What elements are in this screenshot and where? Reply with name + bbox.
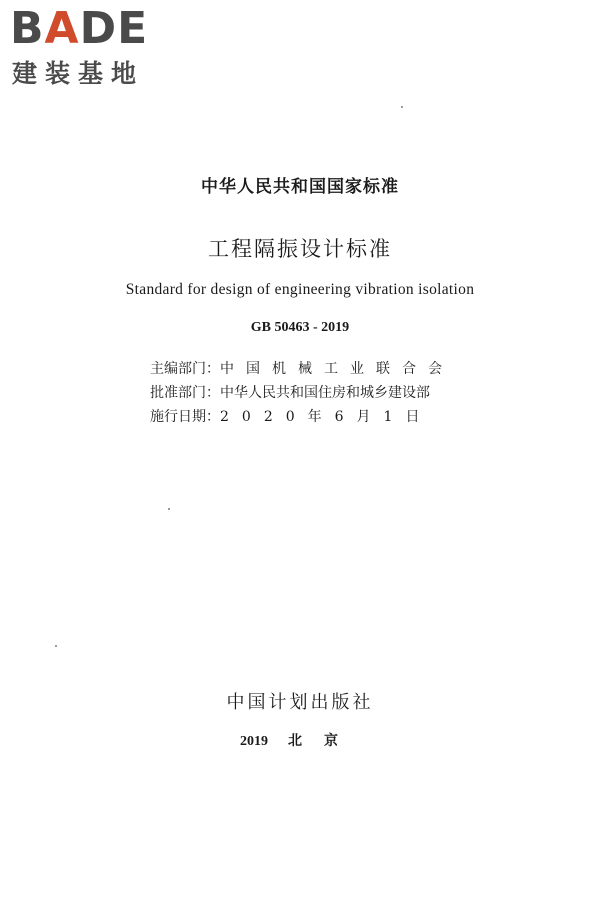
publisher-name: 中国计划出版社 <box>226 692 374 713</box>
title-english: Standard for design of engineering vibration isolation <box>125 281 475 298</box>
scan-speck <box>401 106 403 108</box>
approval-department-row <box>150 381 454 405</box>
logo-letter-a: A <box>44 3 80 54</box>
editor-department-value: 中国机械工业联合会 <box>220 361 454 377</box>
logo-wordmark <box>10 3 149 54</box>
effective-date-label: 施行日期： <box>150 409 220 425</box>
approval-department-label: 批准部门： <box>150 385 220 401</box>
logo-letter-b: B <box>10 3 45 54</box>
effective-date-value: 2020年6月1日 <box>220 409 433 425</box>
scan-speck <box>168 508 170 510</box>
publication-year-place <box>0 730 600 750</box>
standard-code: GB 50463 - 2019 <box>250 320 350 335</box>
standard-metadata <box>150 357 454 429</box>
logo-letters-de: DE <box>79 3 149 54</box>
editor-department-row <box>150 357 454 381</box>
publication-city: 北京 <box>288 734 360 749</box>
scan-speck <box>55 645 57 647</box>
title-chinese: 工程隔振设计标准 <box>208 237 392 261</box>
publisher-logo <box>10 3 175 90</box>
standard-series: 中华人民共和国国家标准 <box>201 177 399 197</box>
editor-department-label: 主编部门： <box>150 361 220 377</box>
logo-subtitle: 建装基地 <box>12 59 145 88</box>
publication-year: 2019 <box>240 734 268 749</box>
effective-date-row <box>150 405 454 429</box>
approval-department-value: 中华人民共和国住房和城乡建设部 <box>220 385 430 401</box>
